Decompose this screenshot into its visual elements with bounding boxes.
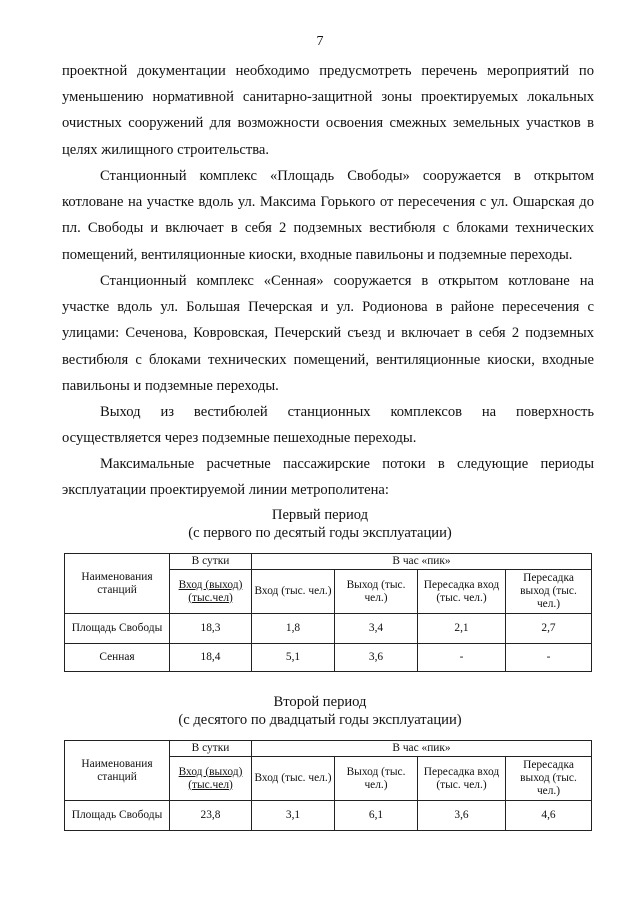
station-name: Площадь Свободы [65, 614, 170, 644]
header-per-day: В сутки [170, 741, 252, 757]
table-row [65, 801, 592, 831]
day-value: 23,8 [170, 801, 252, 831]
paragraph-1: проектной документации необходимо предусмотреть перечень мероприятий по уменьшению нормативной санитарно-защитной зоны проектируемых локальных очистных сооружений для возможности освоения смежных земельных участков в целях жилищного строительства. [62, 63, 594, 158]
peak-in-value: 1,8 [252, 614, 335, 644]
period-2-subtitle: (с десятого по двадцатый годы эксплуатации) [178, 712, 462, 728]
transfer-in-value: 2,1 [418, 614, 506, 644]
period-1-table [64, 553, 592, 672]
transfer-in-value: - [418, 644, 506, 672]
period-2-title: Второй период [273, 694, 367, 710]
period-1-title: Первый период [271, 507, 369, 523]
header-transfer-in: Пересадка вход (тыс. чел.) [418, 757, 506, 801]
table-row [65, 644, 592, 672]
period-1-subtitle: (с первого по десятый годы эксплуатации) [188, 525, 452, 541]
header-peak-out: Выход (тыс. чел.) [335, 570, 418, 614]
header-peak-in: Вход (тыс. чел.) [252, 570, 335, 614]
header-station: Наименования станций [65, 554, 170, 614]
station-name: Сенная [65, 644, 170, 672]
peak-out-value: 3,4 [335, 614, 418, 644]
header-peak-hour: В час «пик» [252, 554, 592, 570]
peak-in-value: 3,1 [252, 801, 335, 831]
header-transfer-in: Пересадка вход (тыс. чел.) [418, 570, 506, 614]
paragraph-5: Максимальные расчетные пассажирские потоки в следующие периоды эксплуатации проектируемой линии метрополитена: [62, 456, 594, 499]
day-value: 18,4 [170, 644, 252, 672]
peak-out-value: 6,1 [335, 801, 418, 831]
transfer-in-value: 3,6 [418, 801, 506, 831]
table-row [65, 614, 592, 644]
header-transfer-out: Пересадка выход (тыс. чел.) [506, 757, 592, 801]
station-name: Площадь Свободы [65, 801, 170, 831]
transfer-out-value: 4,6 [506, 801, 592, 831]
period-2-table [64, 740, 592, 831]
header-per-day: В сутки [170, 554, 252, 570]
header-station: Наименования станций [65, 741, 170, 801]
peak-out-value: 3,6 [335, 644, 418, 672]
day-value: 18,3 [170, 614, 252, 644]
header-peak-in: Вход (тыс. чел.) [252, 757, 335, 801]
transfer-out-value: 2,7 [506, 614, 592, 644]
paragraph-2: Станционный комплекс «Площадь Свободы» сооружается в открытом котловане на участке вдоль ул. Максима Горького от пересечения с ул. Ошарская до пл. Свободы и включает в себя 2 подземных вестибюля с блоками технических помещений, вентиляционные киоски, входные павильоны и подземные переходы. [62, 168, 594, 263]
paragraph-3: Станционный комплекс «Сенная» сооружается в открытом котловане на участке вдоль ул. Большая Печерская и ул. Родионова в районе пересечения с улицами: Сеченова, Ковровская, Печерский съезд и включает в себя 2 подземных вестибюля с блоками технических помещений, вентиляционные киоски, входные павильоны и подземные переходы. [62, 273, 594, 394]
page-number: 7 [316, 34, 324, 49]
header-peak-out: Выход (тыс. чел.) [335, 757, 418, 801]
peak-in-value: 5,1 [252, 644, 335, 672]
header-peak-hour: В час «пик» [252, 741, 592, 757]
header-day-in-out: Вход (выход) (тыс.чел) [170, 570, 252, 614]
header-transfer-out: Пересадка выход (тыс. чел.) [506, 570, 592, 614]
header-day-in-out: Вход (выход) (тыс.чел) [170, 757, 252, 801]
paragraph-4: Выход из вестибюлей станционных комплексов на поверхность осуществляется через подземные пешеходные переходы. [62, 404, 594, 447]
transfer-out-value: - [506, 644, 592, 672]
